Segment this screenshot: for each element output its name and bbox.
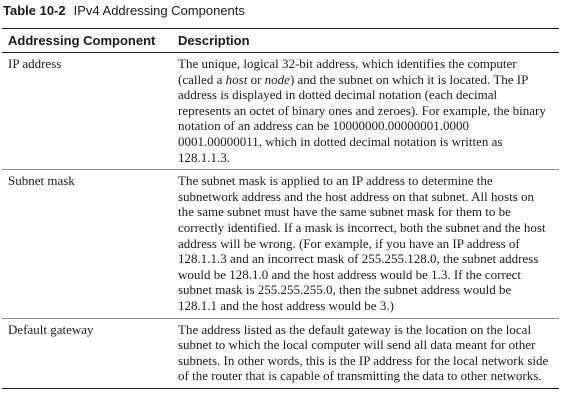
column-header-description: Description <box>172 29 559 53</box>
component-cell: IP address <box>2 53 172 170</box>
component-cell: Subnet mask <box>2 170 172 318</box>
table-title: IPv4 Addressing Components <box>73 3 245 18</box>
table-header-row <box>2 29 559 53</box>
description-cell: The address listed as the default gateway is the location on the local subnet to which the local computer will send all data meant for other subnets. In other words, this is the IP address for the local network side of the router that is capable of transmitting the data to other networks. <box>172 318 559 388</box>
table-number: Table 10-2 <box>3 3 66 18</box>
table-row <box>2 170 559 318</box>
emphasis-node: node <box>264 71 290 87</box>
table-row <box>2 53 559 170</box>
addressing-components-table <box>2 28 559 389</box>
description-cell: The unique, logical 32-bit address, which identifies the computer (called a host or node) and the subnet on which it is located. The IP address is displayed in dotted decimal notation (each decimal represents an octet of binary ones and zeroes). For example, the binary notation of an address can be 10000000.00000001.0000 0001.00000011, which in dotted decimal notation is written as 128.1.1.3. <box>172 53 559 170</box>
description-cell: The subnet mask is applied to an IP address to determine the subnetwork address and the host address on that subnet. All hosts on the same subnet must have the same subnet mask for them to be correctly identified. If a mask is incorrect, both the subnet and the host address will be wrong. (For example, if you have an IP address of 128.1.1.3 and an incorrect mask of 255.255.128.0, the subnet address would be 128.1.0 and the host address would be 1.3. If the correct subnet mask is 255.255.255.0, then the subnet address would be 128.1.1 and the host address would be 3.) <box>172 170 559 318</box>
emphasis-host: host <box>225 71 248 87</box>
column-header-component: Addressing Component <box>2 29 172 53</box>
table-row <box>2 318 559 388</box>
table-caption <box>3 3 245 19</box>
component-cell: Default gateway <box>2 318 172 388</box>
